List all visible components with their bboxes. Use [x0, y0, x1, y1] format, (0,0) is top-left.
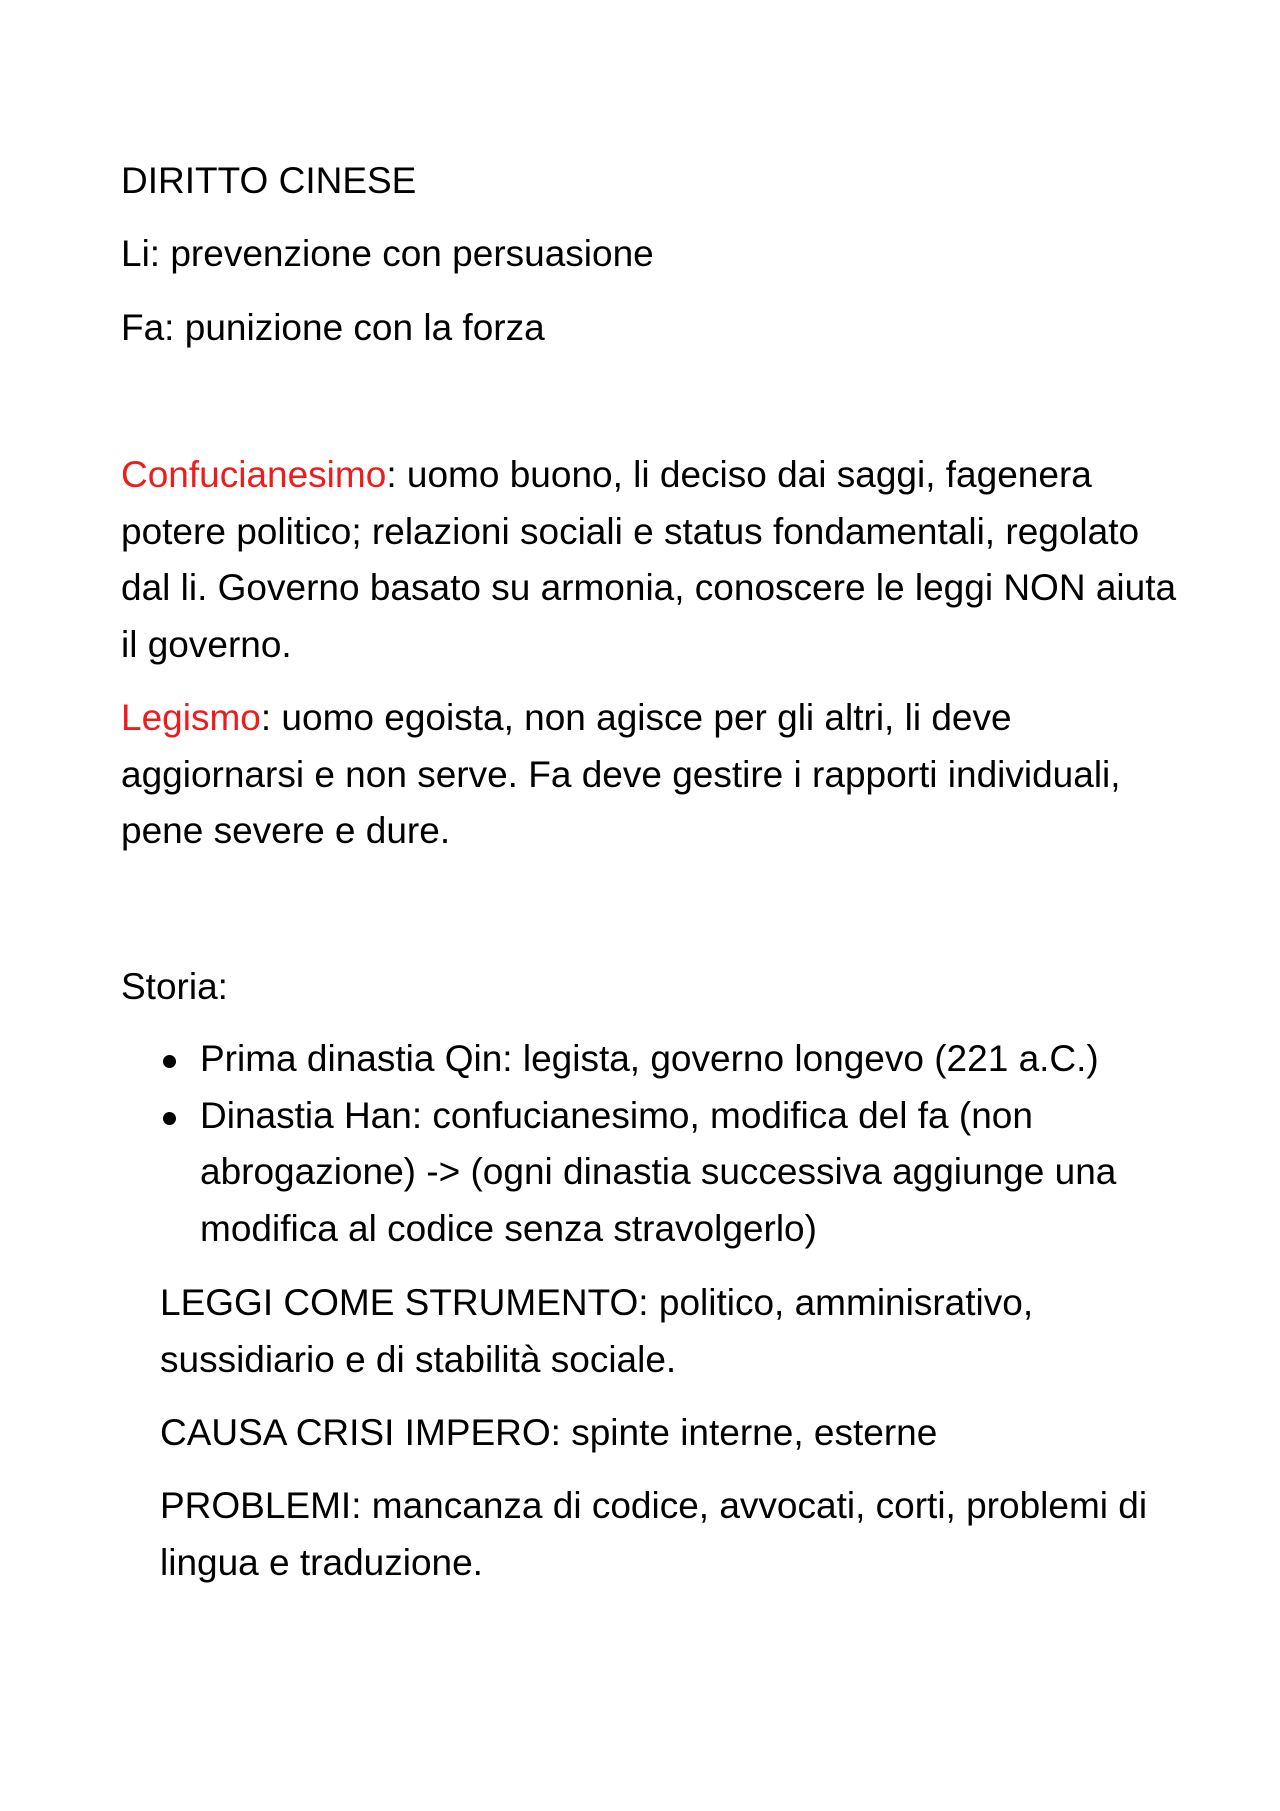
li-definition: Li: prevenzione con persuasione [121, 233, 654, 274]
legismo-term: Legismo [121, 697, 261, 738]
bullet-icon [163, 1112, 176, 1125]
document-title: DIRITTO CINESE [121, 160, 417, 201]
storia-list [121, 1031, 1181, 1257]
confucianesimo-paragraph [121, 447, 1181, 673]
legismo-paragraph [121, 690, 1181, 860]
storia-heading: Storia: [121, 966, 228, 1007]
confucianesimo-text: : uomo buono, li deciso dai saggi, fagenera potere politico; relazioni sociali e status fondamentali, regolato dal li. Governo basato su armonia, conoscere le leggi NON aiuta il governo. [121, 454, 1177, 665]
list-item-text: Dinastia Han: confucianesimo, modifica del fa (non abrogazione) -> (ogni dinastia successiva aggiunge una modifica al codice senza stravolgerlo) [200, 1094, 1117, 1249]
list-item-text: Prima dinastia Qin: legista, governo longevo (221 a.C.) [200, 1038, 1099, 1079]
causa-crisi-paragraph: CAUSA CRISI IMPERO: spinte interne, esterne [160, 1412, 938, 1453]
problemi-paragraph: PROBLEMI: mancanza di codice, avvocati, corti, problemi di lingua e traduzione. [160, 1485, 1148, 1583]
bullet-icon [163, 1055, 176, 1068]
list-item [121, 1031, 1181, 1088]
fa-definition: Fa: punizione con la forza [121, 307, 545, 348]
legismo-text: : uomo egoista, non agisce per gli altri, li deve aggiornarsi e non serve. Fa deve gestire i rapporti individuali, pene severe e dure. [121, 697, 1121, 851]
confucianesimo-term: Confucianesimo [121, 454, 387, 495]
leggi-strumento-paragraph: LEGGI COME STRUMENTO: politico, amminisrativo, sussidiario e di stabilità sociale. [160, 1282, 1034, 1380]
list-item [121, 1088, 1181, 1258]
